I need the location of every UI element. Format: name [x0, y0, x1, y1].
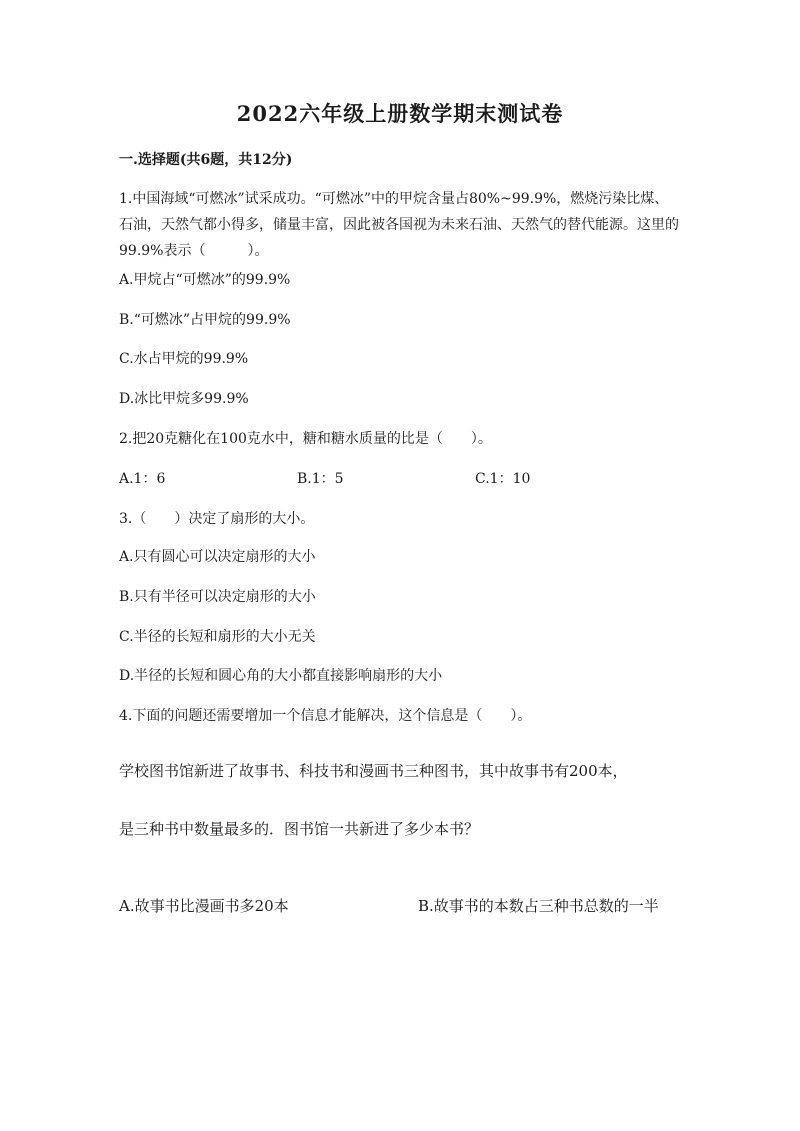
question-4-options [119, 895, 699, 917]
question-1-option-d: D.冰比甲烷多99.9% [119, 391, 249, 407]
question-1-option-b: B.“可燃冰”占甲烷的99.9% [119, 312, 291, 328]
question-3-stem: 3.（ ）决定了扇形的大小。 [119, 511, 315, 527]
section-heading: 一.选择题(共6题，共12分) [119, 152, 293, 168]
question-2-option-b: B.1：5 [297, 471, 344, 487]
question-3-option-c: C.半径的长短和扇形的大小无关 [119, 629, 316, 645]
question-3-option-d: D.半径的长短和圆心角的大小都直接影响扇形的大小 [119, 668, 443, 684]
question-1-option-a: A.甲烷占“可燃冰”的99.9% [119, 272, 291, 288]
question-1-stem: 1.中国海域“可燃冰”试采成功。“可燃冰”中的甲烷含量占80%~99.9%，燃烧污染比煤、石油，天然气都小得多，储量丰富，因此被各国视为未来石油、天然气的替代能源。这里的99.9%表示（ ）。 [119, 191, 679, 259]
question-4-paragraph-2: 是三种书中数量最多的．图书馆一共新进了多少本书？ [119, 820, 480, 838]
question-2-option-c: C.1：10 [475, 471, 531, 487]
question-2-stem: 2.把20克糖化在100克水中，糖和糖水质量的比是（ ）。 [119, 431, 492, 447]
question-2-option-a: A.1：6 [119, 471, 166, 487]
question-2-options [119, 468, 679, 488]
question-3-option-a: A.只有圆心可以决定扇形的大小 [119, 549, 316, 565]
question-4-option-a: A.故事书比漫画书多20本 [119, 897, 289, 915]
question-1-option-c: C.水占甲烷的99.9% [119, 351, 249, 367]
question-4-stem: 4.下面的问题还需要增加一个信息才能解决，这个信息是（ ）。 [119, 708, 532, 724]
question-4-paragraph-1: 学校图书馆新进了故事书、科技书和漫画书三种图书，其中故事书有200本， [119, 762, 628, 780]
question-4-option-b: B.故事书的本数占三种书总数的一半 [418, 897, 659, 915]
page-title: 2022六年级上册数学期末测试卷 [236, 101, 564, 126]
question-3-option-b: B.只有半径可以决定扇形的大小 [119, 589, 316, 605]
